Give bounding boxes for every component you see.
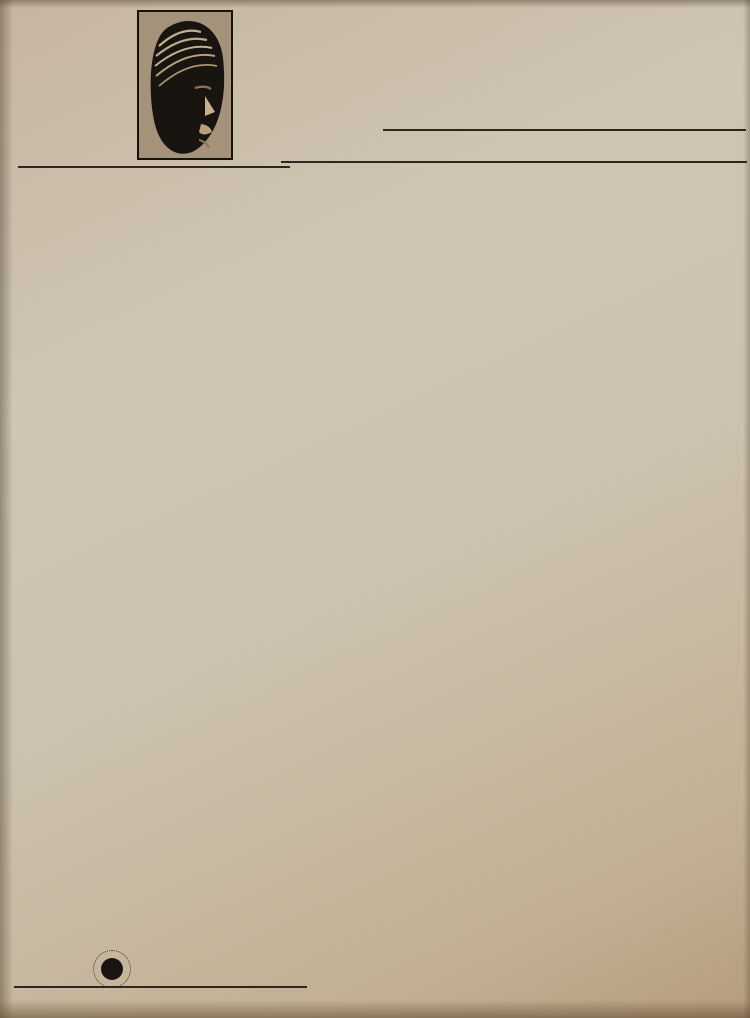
page-edge-left xyxy=(0,0,13,1018)
rule-bottom-left xyxy=(14,986,307,988)
rule-under-logo xyxy=(383,129,746,131)
masthead-column xyxy=(18,176,270,946)
ivc-emblem-text xyxy=(101,958,123,980)
cover-photo xyxy=(137,10,233,160)
african-sculpture-photo xyxy=(139,12,231,158)
ivc-emblem-icon xyxy=(93,950,131,988)
page-edge-bottom xyxy=(0,1000,750,1018)
rule-under-issue xyxy=(281,161,747,163)
masthead-paragraphs xyxy=(18,181,270,942)
rule-under-photo xyxy=(18,166,290,168)
member-row xyxy=(20,950,270,988)
page-edge-top xyxy=(0,0,750,8)
page-edge-right xyxy=(743,0,750,1018)
masthead-officers xyxy=(18,942,270,946)
